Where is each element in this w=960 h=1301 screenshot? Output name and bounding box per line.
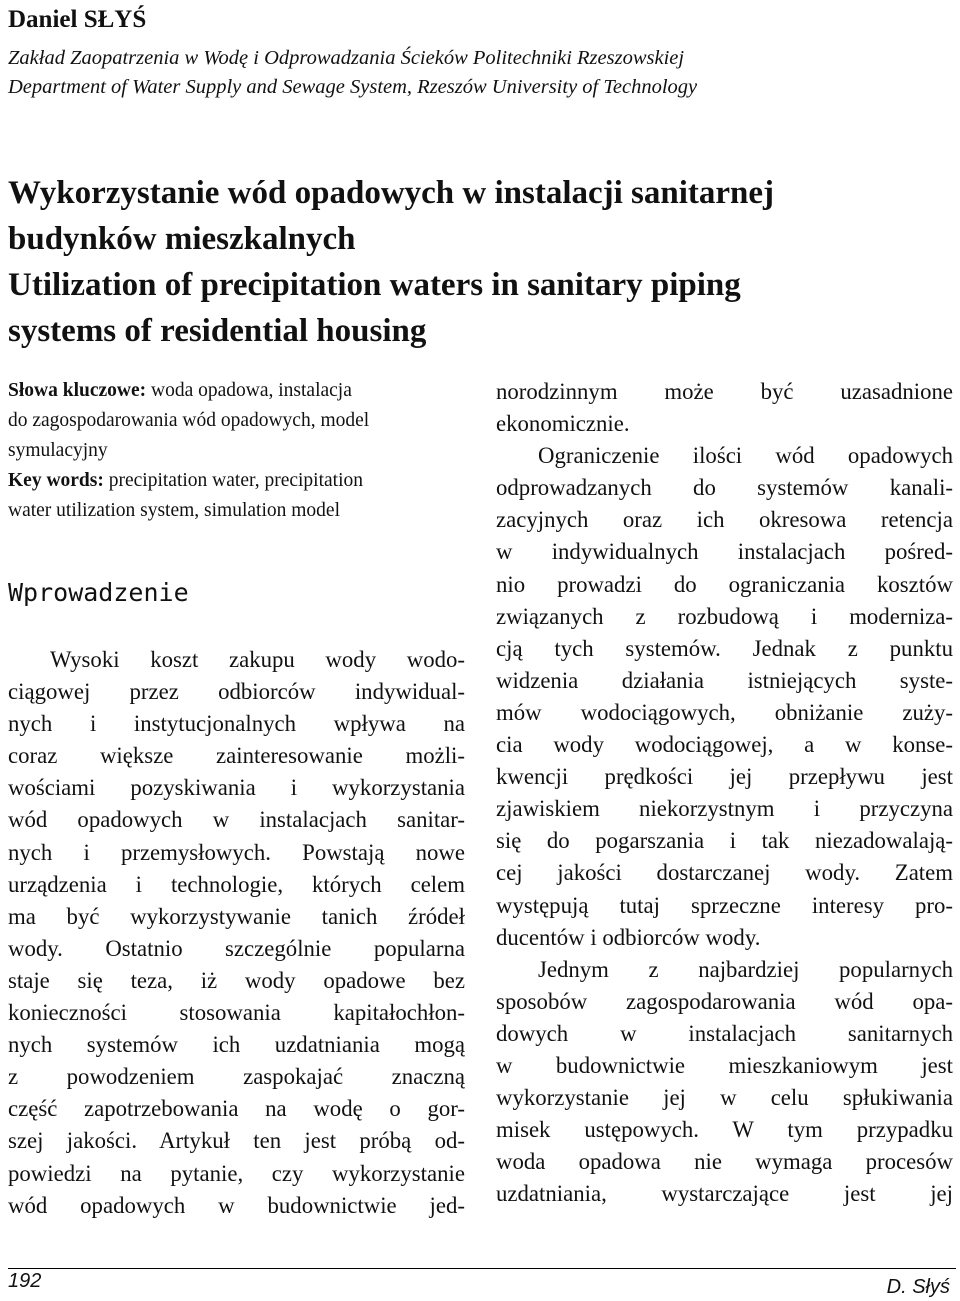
keywords-en-label: Key words: — [8, 470, 104, 491]
text-line: mów wodociągowych, obniżanie zuży- — [496, 699, 953, 725]
footer-author: D. Słyś — [886, 1276, 950, 1298]
text-line: powiedzi na pytanie, czy wykorzystanie — [8, 1160, 465, 1186]
text-line: norodzinnym może być uzasadnione — [496, 379, 953, 404]
text-line: misek ustępowych. W tym przypadku — [496, 1117, 953, 1143]
text-line: kwencji prędkości jej przepływu jest — [496, 764, 953, 790]
keywords-pl-text: do zagospodarowania wód opadowych, model — [8, 410, 370, 431]
text-line: wód opadowych w budownictwie jed- — [8, 1192, 465, 1218]
text-line: woda opadowa nie wymaga procesów — [496, 1149, 953, 1175]
keywords-pl-text: woda opadowa, instalacja — [151, 380, 352, 401]
text-line: konieczności stosowania kapitałochłon- — [8, 1000, 465, 1026]
text-line: w budownictwie mieszkaniowym jest — [496, 1052, 953, 1078]
body-text-left-column — [8, 644, 465, 1222]
text-line: wykorzystanie jej w celu spłukiwania — [496, 1085, 953, 1111]
text-line: część zapotrzebowania na wodę o gor- — [8, 1096, 465, 1122]
text-line: szej jakości. Artykuł ten jest próbą od- — [8, 1128, 465, 1154]
keywords-pl-text: symulacyjny — [8, 440, 108, 461]
footer-divider — [8, 1268, 956, 1269]
title-line: systems of residential housing — [8, 313, 427, 349]
affiliation-pl: Zakład Zaopatrzenia w Wodę i Odprowadzania Ścieków Politechniki Rzeszowskiej — [8, 47, 685, 69]
text-line: wód opadowych w instalacjach sanitar- — [8, 807, 465, 833]
text-line: sposobów zagospodarowania wód opa- — [496, 988, 953, 1014]
keywords-en-text: water utilization system, simulation model — [8, 500, 340, 521]
text-line: widzenia działania istniejących syste- — [496, 667, 953, 693]
title-line: Wykorzystanie wód opadowych w instalacji sanitarnej — [8, 175, 775, 211]
keywords-pl-label: Słowa kluczowe: — [8, 380, 147, 401]
text-line: cej jakości dostarczanej wody. Zatem — [496, 860, 953, 886]
text-line: uzdatniania, wystarczające jest jej — [496, 1181, 953, 1207]
text-line: Ograniczenie ilości wód opadowych — [538, 443, 953, 469]
text-line: wody. Ostatnio szczególnie popularna — [8, 935, 465, 961]
keywords-block — [8, 376, 465, 526]
text-line: nio prowadzi do ograniczania kosztów — [496, 571, 953, 597]
text-line: staje się teza, iż wody opadowe bez — [8, 967, 465, 993]
text-line: cją tych systemów. Jednak z punktu — [496, 635, 953, 661]
paper-title — [8, 170, 774, 354]
text-line: cia wody wodociągowej, a w konse- — [496, 732, 953, 758]
page-number: 192 — [8, 1270, 42, 1292]
text-line: występują tutaj sprzeczne interesy pro- — [496, 892, 953, 918]
text-line: coraz większe zainteresowanie możli- — [8, 743, 465, 769]
text-line: urządzenia i technologie, których celem — [8, 871, 465, 897]
text-line: odprowadzanych do systemów kanali- — [496, 475, 953, 501]
text-line: nych i instytucjonalnych wpływa na — [8, 711, 465, 737]
text-line: związanych z rozbudową i moderniza- — [496, 603, 953, 629]
title-line: budynków mieszkalnych — [8, 221, 356, 257]
author-name: Daniel SŁYŚ — [8, 6, 147, 33]
text-line: ducentów i odbiorców wody. — [496, 924, 761, 950]
affiliation-en: Department of Water Supply and Sewage System, Rzeszów University of Technology — [8, 76, 698, 98]
affiliation — [8, 44, 697, 102]
text-line: zjawiskiem niekorzystnym i przyczyna — [496, 796, 953, 822]
section-heading: Wprowadzenie — [8, 578, 189, 607]
text-line: nych systemów ich uzdatniania mogą — [8, 1032, 465, 1058]
text-line: zacyjnych oraz ich okresowa retencja — [496, 507, 953, 533]
text-line: ekonomicznie. — [496, 411, 630, 437]
text-line: ciągowej przez odbiorców indywidual- — [8, 679, 465, 705]
text-line: dowych w instalacjach sanitarnych — [496, 1020, 953, 1046]
text-line: z powodzeniem zaspokajać znaczną — [8, 1064, 465, 1090]
text-line: w indywidualnych instalacjach pośred- — [496, 539, 953, 565]
text-line: się do pogarszania i tak niezadowalają- — [496, 828, 953, 854]
text-line: wościami pozyskiwania i wykorzystania — [8, 775, 465, 801]
text-line: ma być wykorzystywanie tanich źródeł — [8, 903, 465, 929]
body-text-right-column — [496, 376, 953, 1210]
text-line: nych i przemysłowych. Powstają nowe — [8, 839, 465, 865]
keywords-en-text: precipitation water, precipitation — [108, 470, 363, 491]
text-line: Wysoki koszt zakupu wody wodo- — [50, 647, 465, 672]
title-line: Utilization of precipitation waters in sanitary piping — [8, 267, 741, 303]
text-line: Jednym z najbardziej popularnych — [538, 956, 953, 982]
